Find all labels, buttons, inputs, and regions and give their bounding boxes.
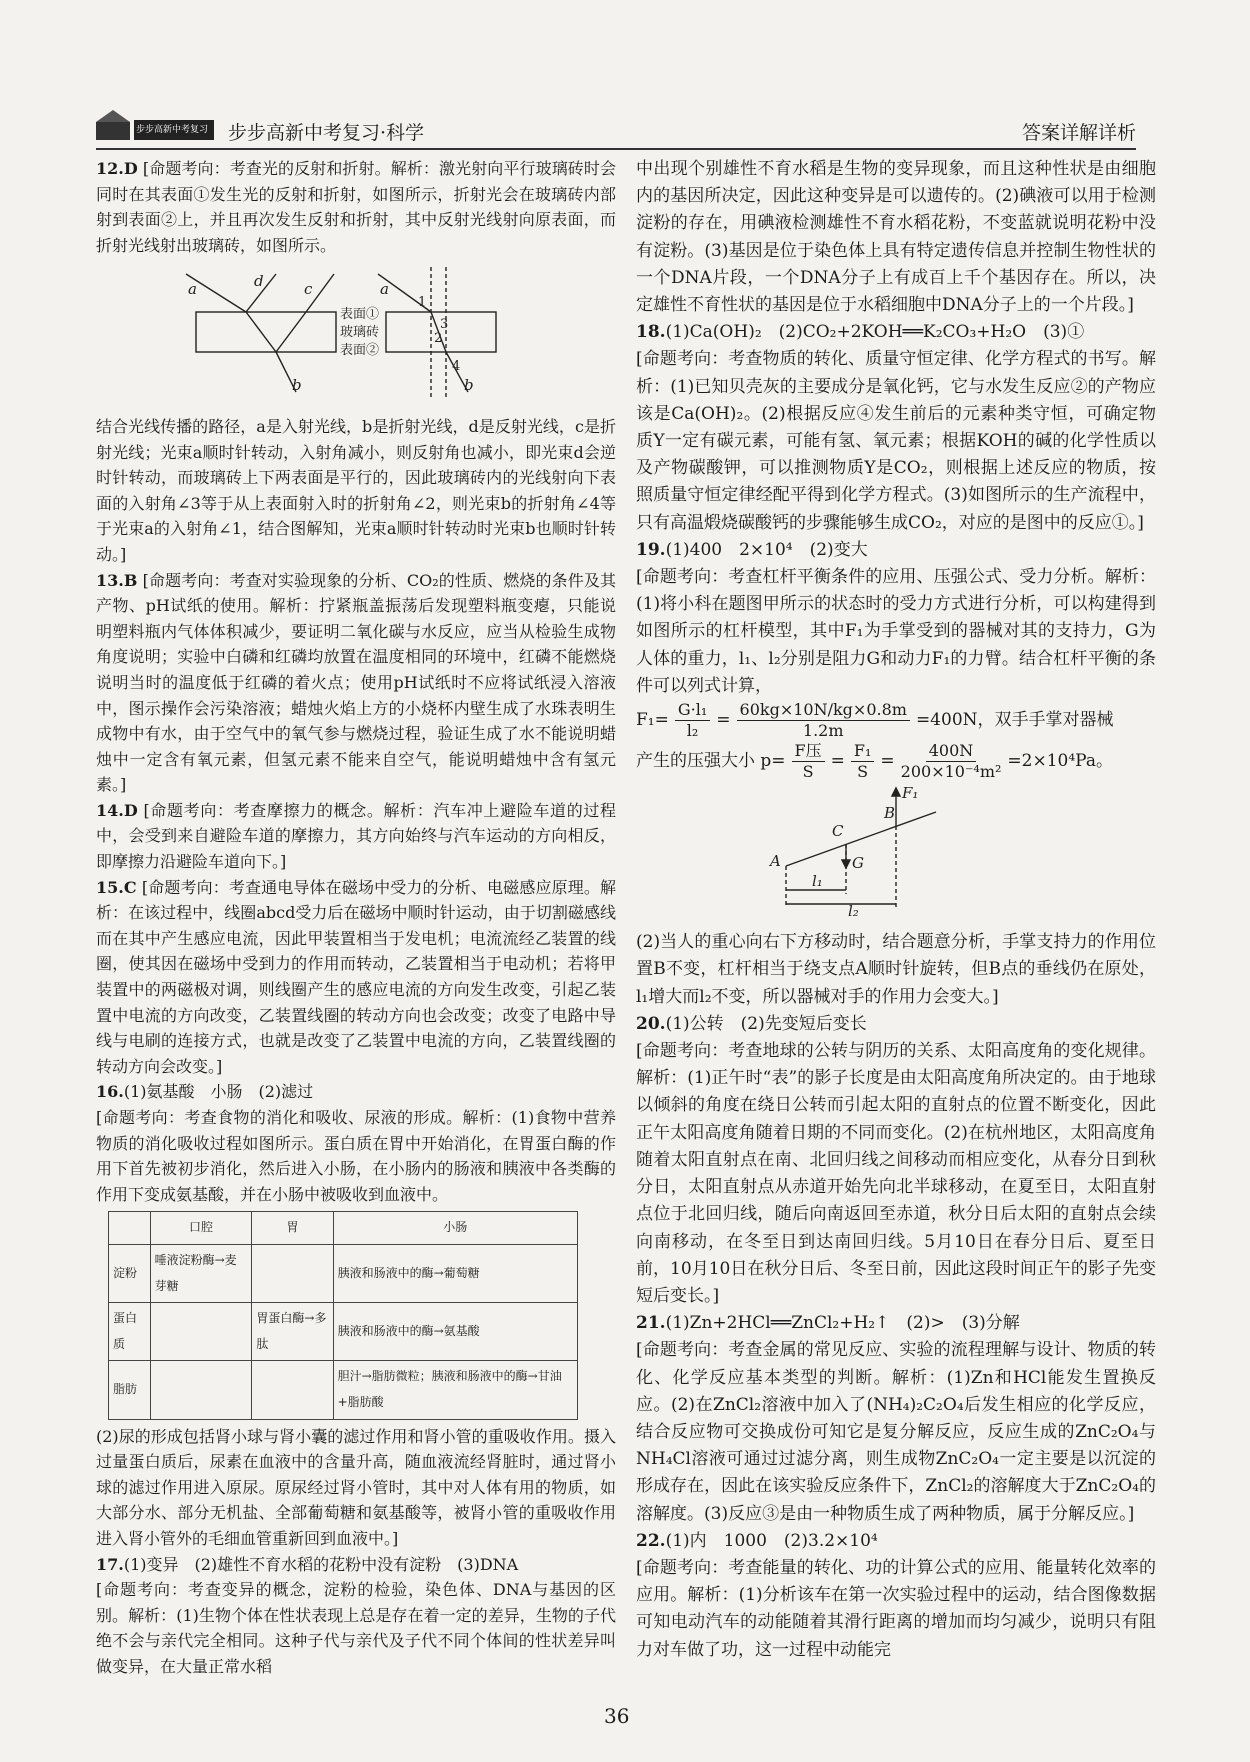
answer-item: 22.(1)内 1000 (2)3.2×10⁴ [命题考向：考查能量的转化、功的计算公式的应用、能量转化效率的应用。解析：(1)分析该车在第一次实验过程中的运动，结合图像数据可知电动汽车的动能随着其滑行距离的增加而均匀减少，说明只有阻力对车做了功，这一过程中动能完 xyxy=(636,1530,1156,1660)
svg-text:b: b xyxy=(464,376,474,395)
svg-text:玻璃砖: 玻璃砖 xyxy=(340,325,380,341)
svg-text:2: 2 xyxy=(434,331,443,347)
digestion-table: 口腔 胃 小肠 淀粉 唾液淀粉酶→麦芽糖 胰液和肠液中的酶→葡萄糖 蛋白质 胃蛋白酶→多肽 胰液和肠液中的酶→氨基酸 脂肪 胆汁→脂肪微粒；胰液和肠液中的酶→甘油+脂肪酸 xyxy=(108,1211,578,1419)
svg-text:c: c xyxy=(304,280,313,299)
svg-text:3: 3 xyxy=(440,317,449,333)
page-number: 36 xyxy=(604,1704,630,1728)
answer-item: 12.D [命题考向：考查光的反射和折射。解析：激光射向平行玻璃砖时会同时在其表面①发生光的反射和折射，如图所示，折射光会在玻璃砖内部射到表面②上，并且再次发生反射和折射，其中反射光线射向原表面，而折射光线射出玻璃砖，如图所示。 xyxy=(96,159,616,255)
svg-text:表面②: 表面② xyxy=(340,343,380,359)
svg-text:a: a xyxy=(380,280,389,299)
lever-figure xyxy=(636,786,1156,916)
svg-text:b: b xyxy=(292,376,302,395)
answer-item: 20.(1)公转 (2)先变短后变长 [命题考向：考查地球的公转与阴历的关系、太阳高度角的变化规律。解析：(1)正午时“表”的影子长度是由太阳高度角所决定的。由于地球以倾斜的角度在绕日公转而引起太阳的直射点的位置不断变化，因此正午太阳高度角随着日期的不同而变化。(2)在杭州地区，太阳高度角随着太阳直射点在南、北回归线之间移动而相应变化，从春分日到秋分日，太阳直射点从赤道开始先向北半球移动，在夏至日，太阳直射点位于北回归线，随后向南返回至赤道，秋分日后太阳的直射点会续向南移动，在冬至日到达南回归线。5月10日在春分日后、夏至日前，10月10日在秋分日后、冬至日前，因此这段时间正午的影子先变短后变长。] xyxy=(636,1013,1156,1306)
book-title: 步步高新中考复习·科学 xyxy=(228,122,425,144)
svg-text:l₂: l₂ xyxy=(848,902,859,917)
svg-text:G: G xyxy=(852,854,864,873)
answer-item: 14.D [命题考向：考查摩擦力的概念。解析：汽车冲上避险车道的过程中，会受到来自避险车道的摩擦力，其方向始终与汽车运动的方向相反，即摩擦力沿避险车道向下。] xyxy=(96,800,616,872)
answer-item: 16.(1)氨基酸 小肠 (2)滤过 [命题考向：考查食物的消化和吸收、尿液的形成。解析：(1)食物中营养物质的消化吸收过程如图所示。蛋白质在胃中开始消化，在胃蛋白酶的作用下首先被初步消化，然后进入小肠，在小肠内的肠液和胰液中各类酶的作用下变成氨基酸，并在小肠中被吸收到血液中。 xyxy=(96,1082,616,1204)
answer-item: 19.(1)400 2×10⁴ (2)变大 [命题考向：考查杠杆平衡条件的应用、压强公式、受力分析。解析：(1)将小科在题图甲所示的状态时的受力方式进行分析，可以构建得到如图所示的杠杆模型，其中F₁为手掌受到的器械对其的支持力，G为人体的重力，l₁、l₂分别是阻力G和动力F₁的力臂。结合杠杆平衡的条件可以列式计算， xyxy=(636,539,1156,696)
header-rule xyxy=(96,148,1136,150)
pressure-formula: 产生的压强大小 p= $\frac{\text{F压}}{S}$ = $\frac{\text{F₁}}{S}$ = $\frac{400N}{\text{200×10⁻⁴m²}}$ =2×10⁴Pa。 xyxy=(636,741,1113,782)
answer-item: 结合光线传播的路径，a是入射光线，b是折射光线，d是反射光线，c是折射光线；光束a顺时针转动，入射角减小，则反射角也减小，即光束d会逆时针转动，而玻璃砖上下两表面是平行的，因此玻璃砖内的光线射向下表面的入射角∠3等于从上表面射入时的折射角∠2，则光束b的折射角∠4等于光束a的入射角∠1，结合图解知，光束a顺时针转动时光束b也顺时针转动。] xyxy=(96,416,616,564)
answer-item: 21.(1)Zn+2HCl══ZnCl₂+H₂↑ (2)> (3)分解 [命题考向：考查金属的常见反应、实验的流程理解与设计、物质的转化、化学反应基本类型的判断。解析：(1)Zn和HCl能发生置换反应。(2)在ZnCl₂溶液中加入了(NH₄)₂C₂O₄后发生相应的化学反应，结合反应物可交换成份可知它是复分解反应，反应生成的ZnC₂O₄与NH₄Cl溶液可通过过滤分离，则生成物ZnC₂O₄一定主要是以沉淀的形成存在，因此在该实验反应条件下，ZnCl₂的溶解度大于ZnC₂O₄的溶解度。(3)反应③是由一种物质生成了两种物质，属于分解反应。] xyxy=(636,1313,1156,1524)
left-column xyxy=(96,156,616,1679)
page-header xyxy=(96,110,1136,150)
svg-text:l₁: l₁ xyxy=(812,872,823,891)
svg-text:d: d xyxy=(254,272,264,291)
right-column xyxy=(636,156,1156,1664)
svg-text:1: 1 xyxy=(418,295,427,311)
svg-text:B: B xyxy=(884,804,896,823)
svg-text:4: 4 xyxy=(452,359,461,375)
answer-item: 13.B [命题考向：考查对实验现象的分析、CO₂的性质、燃烧的条件及其产物、pH试纸的使用。解析：拧紧瓶盖振荡后发现塑料瓶变瘪，只能说明塑料瓶内气体体积减少，要证明二氧化碳与水反应，应当从检验生成物角度说明；实验中白磷和红磷均放置在温度相同的环境中，红磷不能燃烧说明当时的温度低于红磷的着火点；使用pH试纸时不应将试纸浸入溶液中，图示操作会污染溶液；蜡烛火焰上方的小烧杯内壁生成了水珠表明生成物中有水，由于空气中的氧气参与燃烧过程，验证生成了水不能说明蜡烛中一定含有氧元素，但氢元素不能来自空气，能说明蜡烛中含有氢元素。] xyxy=(96,570,616,795)
svg-text:F₁: F₁ xyxy=(902,786,919,803)
answer-item: 18.(1)Ca(OH)₂ (2)CO₂+2KOH══K₂CO₃+H₂O (3)① [命题考向：考查物质的转化、质量守恒定律、化学方程式的书写。解析：(1)已知贝壳灰的主要成分是氧化钙，它与水发生反应②的产物应该是Ca(OH)₂。(2)根据反应④发生前后的元素种类守恒，可确定物质Y一定有碳元素，可能有氢、氧元素；根据KOH的碱的化学性质以及产物碳酸钾，可以推测物质Y是CO₂，则根据上述反应的物质，按照质量守恒定律经配平得到化学方程式。(3)如图所示的生产流程中，只有高温煅烧碳酸钙的步骤能够生成CO₂，对应的是图中的反应①。] xyxy=(636,322,1156,533)
answer-item: 15.C [命题考向：考查通电导体在磁场中受力的分析、电磁感应原理。解析：在该过程中，线圈abcd受力后在磁场中顺时针运动，由于切割磁感线而在其中产生感应电流，因此甲装置相当于发电机；电流流经乙装置的线圈，使其因在磁场中受到力的作用而转动，乙装置相当于电动机；若将甲装置中的两磁极对调，则线圈产生的感应电流的方向发生改变，引起乙装置中电流的方向改变，乙装置线圈的转动方向也会改变；改变了电路中导线与电刷的连接方式，也就是改变了乙装置中电流的方向，乙装置线圈的转动方向会改变。] xyxy=(96,877,616,1076)
lever-formula: F₁= $\frac{\text{G·l₁}}{\text{l₂}}$ = $\frac{60kg\times 10N/kg\times 0.8m}{1.2m}$ =400N，双手手掌对器械 xyxy=(636,700,1114,741)
answer-item: (2)当人的重心向右下方移动时，结合题意分析，手掌支持力的作用位置B不变，杠杆相当于绕支点A顺时针旋转，但B点的垂线仍在原处，l₁增大而l₂不变，所以器械对手的作用力会变大。] xyxy=(636,932,1156,1007)
section-title: 答案详解详析 xyxy=(1021,122,1136,144)
optics-figure xyxy=(96,262,616,402)
svg-text:表面①: 表面① xyxy=(340,307,380,323)
answer-item: 中出现个别雄性不育水稻是生物的变异现象，而且这种性状是由细胞内的基因所决定，因此这种变异是可以遗传的。(2)碘液可以用于检测淀粉的存在，用碘液检测雄性不育水稻花粉，不变蓝就说明花粉中没有淀粉。(3)基因是位于染色体上具有特定遗传信息并控制生物性状的一个DNA片段，一个DNA分子上有成百上千个基因存在。所以，决定雄性不育性状的基因是位于水稻细胞中DNA分子上的一个片段。] xyxy=(636,159,1156,316)
svg-text:A: A xyxy=(770,852,781,871)
svg-text:C: C xyxy=(832,822,844,841)
answer-item: 17.(1)变异 (2)雄性不育水稻的花粉中没有淀粉 (3)DNA [命题考向：考查变异的概念，淀粉的检验，染色体、DNA与基因的区别。解析：(1)生物个体在性状表现上总是存在着一定的差异，生物的子代绝不会与亲代完全相同。这种子代与亲代及子代不同个体间的性状差异叫做变异，在大量正常水稻 xyxy=(96,1554,616,1676)
logo-text: 步步高新中考复习 xyxy=(136,125,209,135)
answer-item: (2)尿的形成包括肾小球与肾小囊的滤过作用和肾小管的重吸收作用。摄入过量蛋白质后，尿素在血液中的含量升高，随血液流经肾脏时，通过肾小球的滤过作用进入原尿。原尿经过肾小管时，其中对人体有用的物质，如大部分水、部分无机盐、全部葡萄糖和氨基酸等，被肾小管的重吸收作用进入肾小管外的毛细血管重新回到血液中。] xyxy=(96,1426,616,1548)
svg-text:a: a xyxy=(188,280,197,299)
